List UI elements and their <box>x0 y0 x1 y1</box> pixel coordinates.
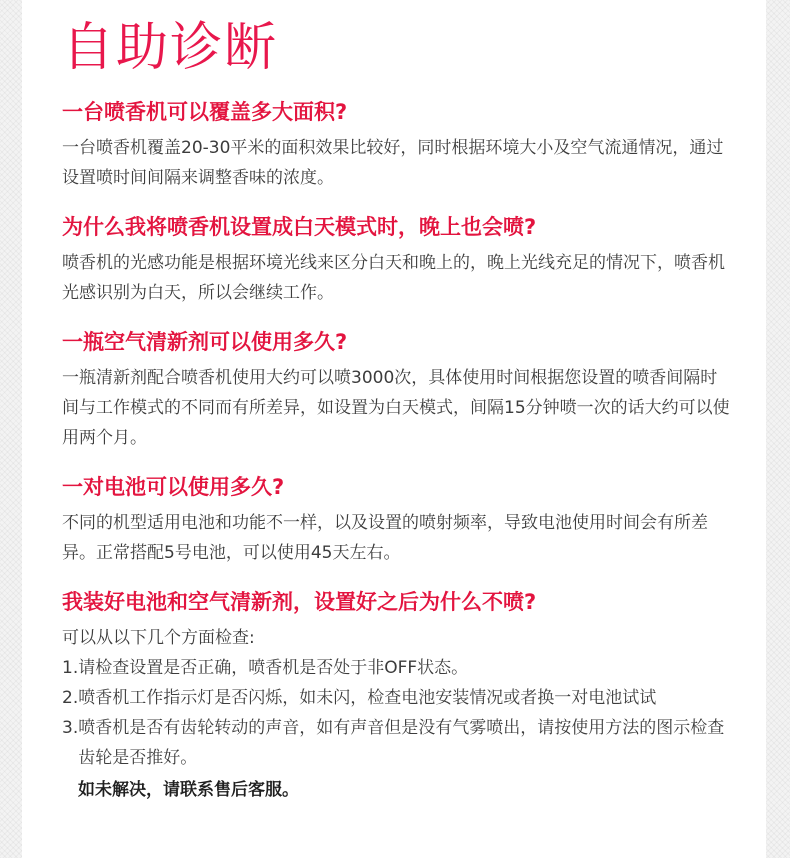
faq-question: 我装好电池和空气清新剂，设置好之后为什么不喷? <box>62 590 537 614</box>
faq-question: 一瓶空气清新剂可以使用多久? <box>62 330 348 354</box>
faq-question: 一对电池可以使用多久? <box>62 475 285 499</box>
faq-answer: 一台喷香机覆盖20-30平米的面积效果比较好，同时根据环境大小及空气流通情况，通过设置喷时间间隔来调整香味的浓度。 <box>62 138 724 188</box>
faq-answer: 喷香机的光感功能是根据环境光线来区分白天和晚上的，晚上光线充足的情况下，喷香机光感识别为白天，所以会继续工作。 <box>62 253 725 303</box>
faq-item-battery-life <box>62 473 766 568</box>
checklist-intro: 可以从以下几个方面检查: <box>62 628 255 648</box>
list-item <box>62 683 730 713</box>
faq-item-not-spraying <box>62 588 766 805</box>
faq-item-coverage <box>62 98 766 193</box>
list-item <box>62 653 730 683</box>
faq-answer: 不同的机型适用电池和功能不一样，以及设置的喷射频率，导致电池使用时间会有所差异。正常搭配5号电池，可以使用45天左右。 <box>62 513 708 563</box>
list-item-number: 3. <box>62 718 79 738</box>
list-item-text: 喷香机工作指示灯是否闪烁，如未闪，检查电池安装情况或者换一对电池试试 <box>78 688 657 708</box>
list-item-number: 2. <box>62 688 79 708</box>
faq-question: 一台喷香机可以覆盖多大面积? <box>62 100 348 124</box>
faq-item-daytime-mode <box>62 213 766 308</box>
page-title: 自助诊断 <box>62 18 279 78</box>
checklist <box>62 653 730 773</box>
faq-question: 为什么我将喷香机设置成白天模式时，晚上也会喷? <box>62 215 537 239</box>
list-item <box>62 713 730 773</box>
faq-item-refill-duration <box>62 328 766 453</box>
faq-answer <box>62 623 730 805</box>
list-item-number: 1. <box>62 658 79 678</box>
list-item-text: 喷香机是否有齿轮转动的声音，如有声音但是没有气雾喷出，请按使用方法的图示检查齿轮是否推好。 <box>78 718 725 768</box>
support-note: 如未解决，请联系售后客服。 <box>78 780 299 800</box>
content-sheet <box>22 0 766 858</box>
faq-answer: 一瓶清新剂配合喷香机使用大约可以喷3000次，具体使用时间根据您设置的喷香间隔时间与工作模式的不同而有所差异，如设置为白天模式，间隔15分钟喷一次的话大约可以使用两个月。 <box>62 368 730 448</box>
list-item-text: 请检查设置是否正确，喷香机是否处于非OFF状态。 <box>78 658 469 678</box>
